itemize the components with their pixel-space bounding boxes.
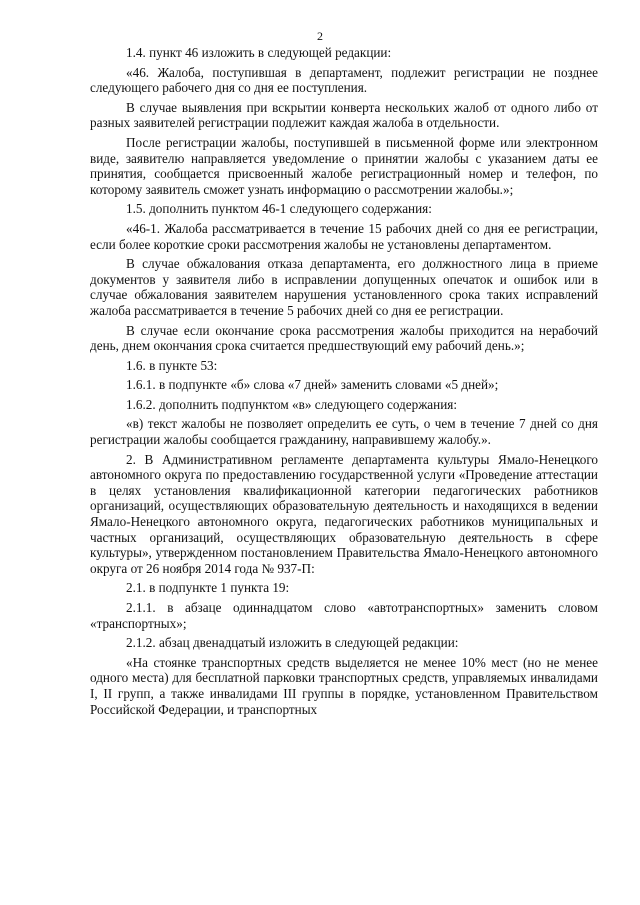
paragraph-46-notification: После регистрации жалобы, поступившей в письменной форме или электронном виде, заявителю направляется уведомление о принятии жалобы с указанием даты ее принятия, сообщается присвоенный жалобе регистрационный номер и телефон, по которому заявитель сможет узнать информацию о рассмотрении жалобы.»; xyxy=(90,134,598,197)
paragraph-2-1-2: 2.1.2. абзац двенадцатый изложить в следующей редакции: xyxy=(126,635,459,651)
paragraph-2: 2. В Административном регламенте департамента культуры Ямало-Ненецкого автономного округа по предоставлению государственной услуги «Проведение аттестации в целях установления квалификационной категории педагогических работников организаций, осуществляющих образовательную деятельность и находящихся в ведении Ямало-Ненецкого автономного округа, педагогических работников муниципальных и частных организаций, осуществляющих образовательную деятельность в сфере культуры», утвержденном постановлением Правительства Ямало-Ненецкого автономного округа от 26 ноября 2014 года № 937-П: xyxy=(90,451,598,576)
page-number: 2 xyxy=(317,29,323,43)
paragraph-parking: «На стоянке транспортных средств выделяется не менее 10% мест (но не менее одного места) для бесплатной парковки транспортных средств, управляемых инвалидами I, II групп, а также инвалидами III группы в порядке, установленном Правительством Российской Федерации, и транспортных xyxy=(90,654,598,717)
paragraph-1-5: 1.5. дополнить пунктом 46-1 следующего содержания: xyxy=(126,201,432,217)
paragraph-46-1-holiday: В случае если окончание срока рассмотрения жалобы приходится на нерабочий день, днем окончания срока считается предшествующий ему рабочий день.»; xyxy=(90,322,598,354)
paragraph-1-6-2: 1.6.2. дополнить подпунктом «в» следующего содержания: xyxy=(126,396,458,412)
paragraph-1-6: 1.6. в пункте 53: xyxy=(126,357,218,373)
paragraph-46-1-refusal: В случае обжалования отказа департамента, его должностного лица в приеме документов у заявителя либо в исправлении допущенных опечаток и ошибок или в случае обжалования заявителем нарушения установленного срока таких исправлений жалоба рассматривается в течение 5 рабочих дней со дня ее регистрации. xyxy=(90,256,598,318)
paragraph-1-4: 1.4. пункт 46 изложить в следующей редакции: xyxy=(126,45,392,60)
paragraph-2-1: 2.1. в подпункте 1 пункта 19: xyxy=(126,580,290,596)
paragraph-46-envelope: В случае выявления при вскрытии конверта нескольких жалоб от одного либо от разных заявителей регистрации подлежит каждая жалоба в отдельности. xyxy=(90,99,598,131)
paragraph-1-6-1: 1.6.1. в подпункте «б» слова «7 дней» заменить словами «5 дней»; xyxy=(126,377,499,393)
paragraph-46-1: «46-1. Жалоба рассматривается в течение 15 рабочих дней со дня ее регистрации, если более короткие сроки рассмотрения жалобы не установлены департаментом. xyxy=(90,220,598,252)
paragraph-2-1-1: 2.1.1. в абзаце одиннадцатом слово «автотранспортных» заменить словом «транспортных»; xyxy=(90,600,598,631)
paragraph-subpoint-v: «в) текст жалобы не позволяет определить ее суть, о чем в течение 7 дней со дня регистрации жалобы сообщается гражданину, направившему жалобу.». xyxy=(90,416,598,448)
paragraph-46: «46. Жалоба, поступившая в департамент, подлежит регистрации не позднее следующего рабочего дня со дня ее поступления. xyxy=(90,64,598,96)
document-body xyxy=(90,45,598,717)
